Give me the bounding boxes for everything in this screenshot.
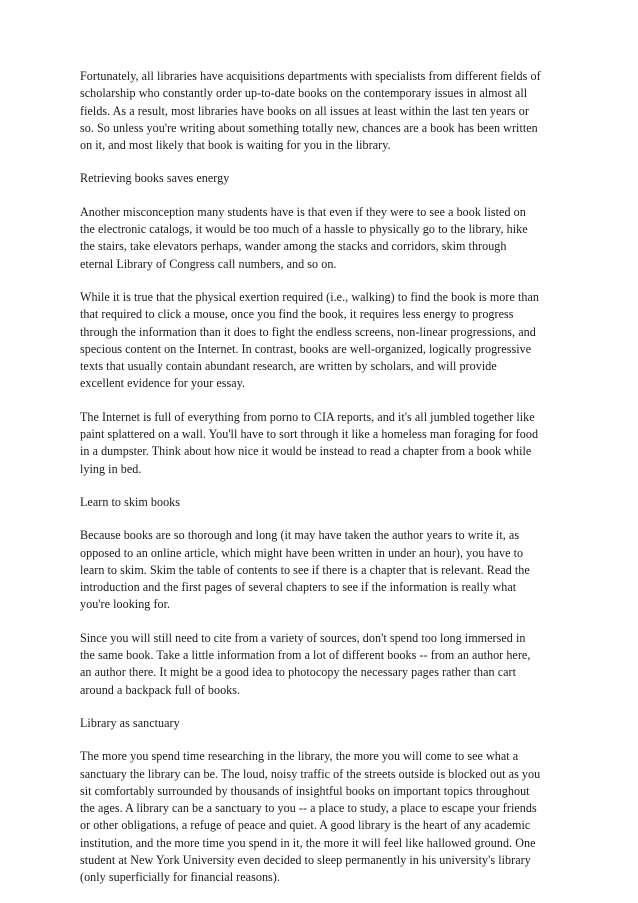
text-line: While it is true that the physical exertion required (i.e., walking) to find the book is more than — [80, 289, 539, 304]
text-line: on it, and most likely that book is waiting for you in the library. — [80, 138, 391, 153]
paragraph-variety-of-sources — [80, 630, 580, 699]
text-line: the electronic catalogs, it would be too much of a hassle to physically go to the library, hike — [80, 222, 528, 237]
section-heading-retrieving-books — [80, 170, 580, 187]
text-line: fields. As a result, most libraries have books on all issues at least within the last ten years or — [80, 103, 529, 118]
heading-text: Library as sanctuary — [80, 715, 180, 730]
section-heading-skim-books — [80, 494, 580, 511]
text-line: Since you will still need to cite from a variety of sources, don't spend too long immersed in — [80, 630, 526, 645]
text-line: student at New York University even decided to sleep permanently in his university's library — [80, 852, 531, 867]
text-line: you're looking for. — [80, 597, 171, 612]
text-line: specious content on the Internet. In contrast, books are well-organized, logically progressive — [80, 341, 532, 356]
text-line: Because books are so thorough and long (it may have taken the author years to write it, as — [80, 528, 520, 543]
heading-text: Learn to skim books — [80, 494, 181, 509]
text-line: institution, and the more time you spend in it, the more it will feel like hallowed ground. One — [80, 835, 536, 850]
text-line: opposed to an online article, which might have been written in under an hour), you have to — [80, 545, 524, 560]
text-line: (only superficially for financial reasons). — [80, 870, 280, 885]
paragraph-internet-jumbled — [80, 409, 580, 478]
text-line: texts that usually contain abundant research, are written by scholars, and will provide — [80, 359, 497, 374]
text-line: paint splattered on a wall. You'll have to sort through it like a homeless man foraging for food — [80, 427, 539, 442]
paragraph-misconception — [80, 204, 580, 273]
text-line: around a backpack full of books. — [80, 682, 241, 697]
paragraph-physical-exertion — [80, 289, 580, 393]
text-line: learn to skim. Skim the table of contents to see if there is a chapter that is relevant. Read the — [80, 562, 530, 577]
text-line: The Internet is full of everything from porno to CIA reports, and it's all jumbled together like — [80, 409, 535, 424]
text-line: an author there. It might be a good idea to photocopy the necessary pages rather than cart — [80, 665, 517, 680]
text-line: the stairs, take elevators perhaps, wander among the stacks and corridors, skim through — [80, 239, 507, 254]
text-line: that required to click a mouse, once you find the book, it requires less energy to progress — [80, 307, 514, 322]
text-line: excellent evidence for your essay. — [80, 376, 246, 391]
text-line: sit comfortably surrounded by thousands of insightful books on important topics throughout — [80, 783, 530, 798]
text-line: The more you spend time researching in the library, the more you will come to see what a — [80, 749, 519, 764]
paragraph-sanctuary — [80, 748, 580, 886]
text-line: the same book. Take a little information from a lot of different books -- from an author here, — [80, 648, 531, 663]
heading-text: Retrieving books saves energy — [80, 171, 230, 186]
text-line: through the information than it does to fight the endless screens, non-linear progressions, and — [80, 324, 536, 339]
text-line: sanctuary the library can be. The loud, noisy traffic of the streets outside is blocked out as you — [80, 766, 541, 781]
text-line: eternal Library of Congress call numbers, and so on. — [80, 256, 337, 271]
paragraph-books-thorough — [80, 527, 580, 613]
text-line: so. So unless you're writing about something totally new, chances are a book has been written — [80, 120, 538, 135]
paragraph-libraries-acquisitions — [80, 68, 580, 154]
text-line: the ages. A library can be a sanctuary to you -- a place to study, a place to escape your friends — [80, 801, 537, 816]
text-line: lying in bed. — [80, 461, 142, 476]
text-line: Another misconception many students have is that even if they were to see a book listed on — [80, 204, 526, 219]
document-body — [80, 68, 580, 903]
text-line: scholarship who constantly order up-to-date books on the contemporary issues in almost all — [80, 86, 528, 101]
text-line: Fortunately, all libraries have acquisitions departments with specialists from different fields of — [80, 69, 541, 83]
section-heading-library-sanctuary — [80, 715, 580, 732]
text-line: introduction and the first pages of several chapters to see if the information is really what — [80, 580, 517, 595]
text-line: in a dumpster. Think about how nice it would be instead to read a chapter from a book while — [80, 444, 532, 459]
text-line: or other obligations, a refuge of peace and quiet. A good library is the heart of any academic — [80, 818, 531, 833]
